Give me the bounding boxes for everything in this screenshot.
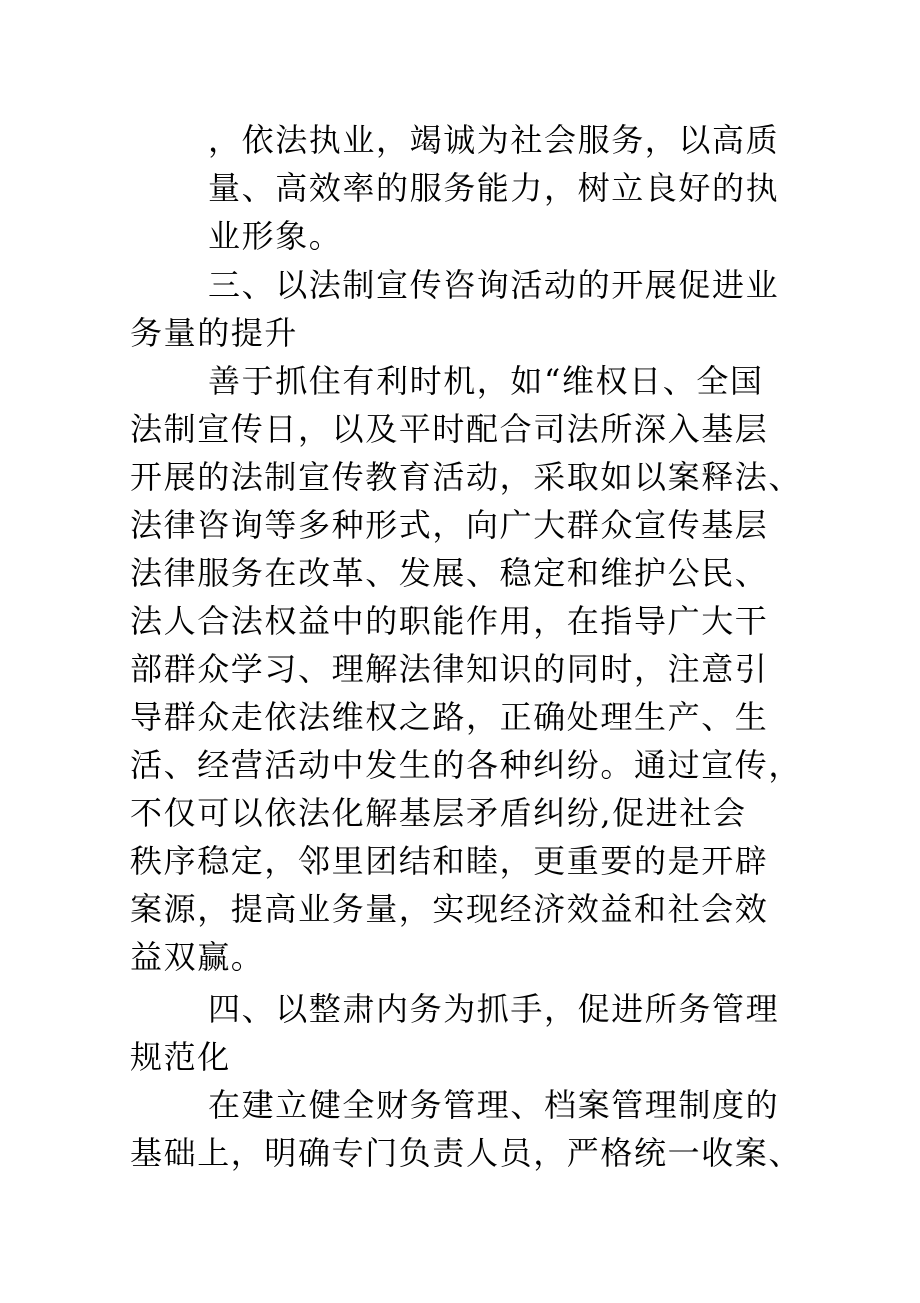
text-line: ，依法执业，竭诚为社会服务，以高质 xyxy=(208,121,780,159)
paragraph-line: 案源，提高业务量，实现经济效益和社会效 xyxy=(130,890,769,928)
paragraph-line: 导群众走依法维权之路，正确处理生产、生 xyxy=(130,698,769,736)
paragraph-line: 法制宣传日，以及平时配合司法所深入基层 xyxy=(130,410,769,448)
paragraph-line: 善于抓住有利时机，如“维权日、全国 xyxy=(208,362,764,400)
paragraph-line: 不仅可以依法化解基层矛盾纠纷,促进社会 xyxy=(130,794,747,832)
paragraph-line: 活、经营活动中发生的各种纠纷。通过宣传， xyxy=(130,746,803,784)
paragraph-line: 部群众学习、理解法律知识的同时，注意引 xyxy=(130,650,769,688)
paragraph-line: 开展的法制宣传教育活动，采取如以案释法、 xyxy=(130,458,803,496)
paragraph-line: 基础上，明确专门负责人员，严格统一收案、 xyxy=(130,1134,803,1172)
section-heading-4: 四、以整肃内务为抓手，促进所务管理 xyxy=(208,990,780,1028)
paragraph-line: 益双赢。 xyxy=(130,938,265,976)
paragraph-line: 法律咨询等多种形式，向广大群众宣传基层 xyxy=(130,506,769,544)
text-line: 业形象。 xyxy=(208,217,343,255)
paragraph-line: 法人合法权益中的职能作用，在指导广大干 xyxy=(130,602,769,640)
section-heading-3-cont: 务量的提升 xyxy=(130,314,299,352)
paragraph-line: 法律服务在改革、发展、稳定和维护公民、 xyxy=(130,554,769,592)
paragraph-line: 秩序稳定，邻里团结和睦，更重要的是开辟 xyxy=(130,842,769,880)
text-line: 量、高效率的服务能力，树立良好的执 xyxy=(208,169,780,207)
section-heading-4-cont: 规范化 xyxy=(130,1038,231,1076)
section-heading-3: 三、以法制宣传咨询活动的开展促进业 xyxy=(208,266,780,304)
paragraph-line: 在建立健全财务管理、档案管理制度的 xyxy=(208,1086,780,1124)
